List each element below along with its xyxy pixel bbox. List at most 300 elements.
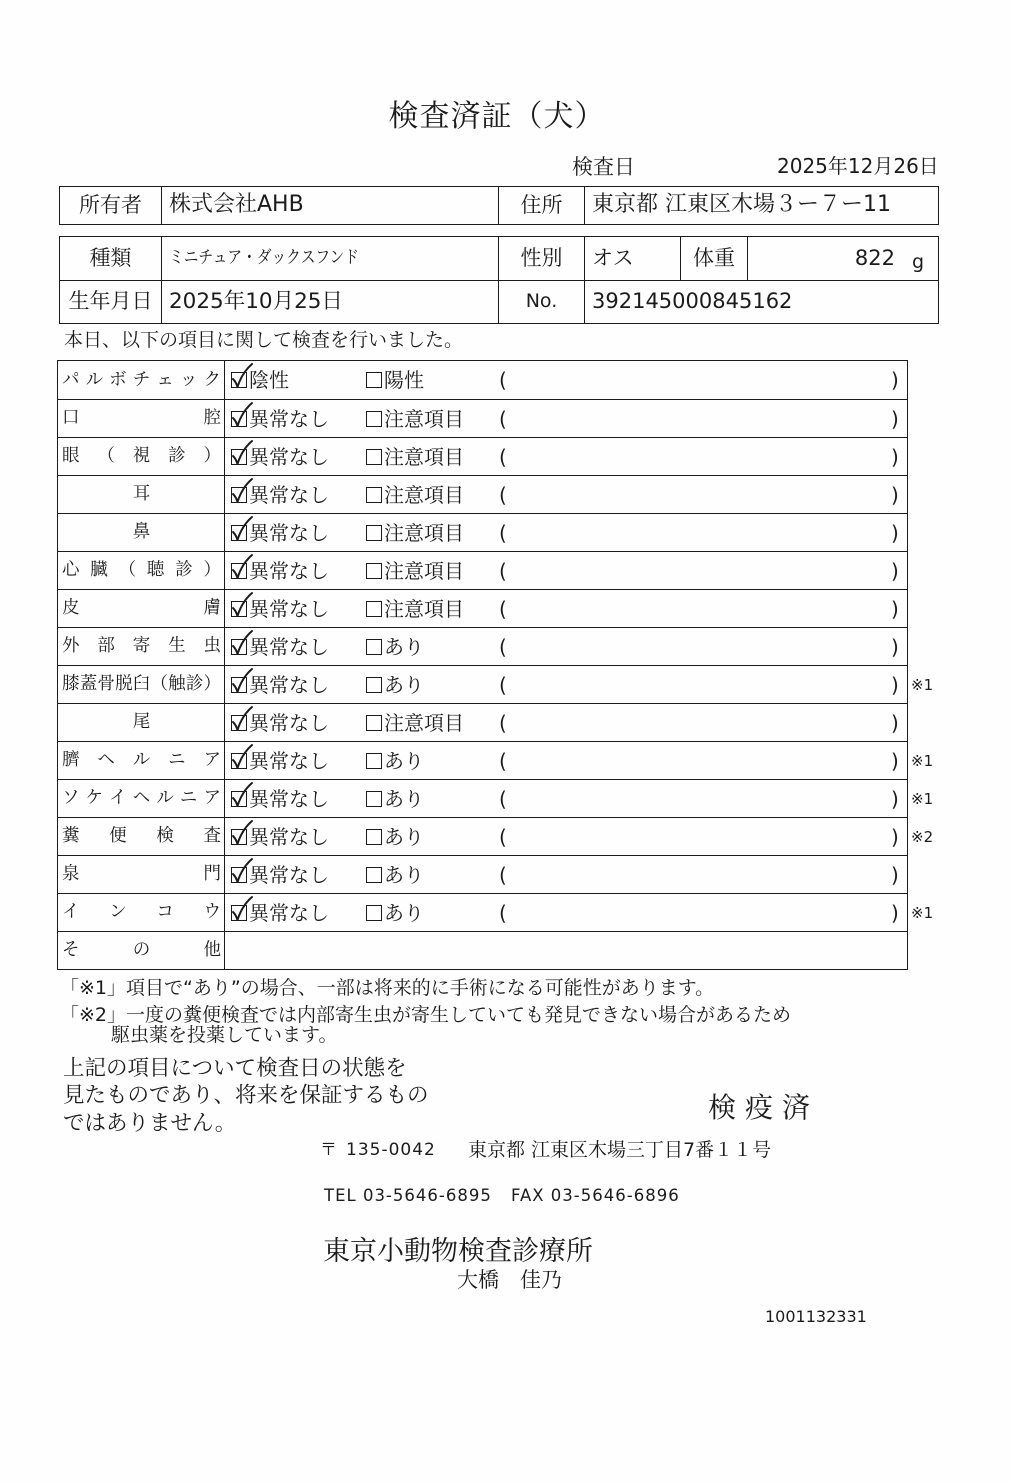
label-char: 耳 (132, 484, 151, 504)
disclaimer-line: 見たものであり、将来を保証するもの (63, 1083, 429, 1108)
check-mark-icon (230, 553, 254, 579)
item-result-cell (225, 856, 907, 893)
weight-cell (747, 237, 938, 280)
empty-box-icon (366, 867, 382, 883)
label-char: ヘ (132, 788, 151, 808)
item-label-cell (58, 666, 225, 703)
option-normal-label: 異常なし (249, 634, 329, 659)
label-char: 尾 (132, 712, 151, 732)
item-label (62, 408, 221, 429)
inspection-row (58, 513, 907, 551)
item-label-cell (58, 704, 225, 741)
label-char: 臓 (90, 560, 108, 580)
option-normal (231, 438, 329, 475)
label-char: 糞 (62, 826, 80, 846)
empty-box-icon (366, 715, 382, 731)
label-char: イ (109, 788, 127, 808)
label-char: （ (150, 674, 168, 694)
checked-box-icon (231, 829, 247, 845)
remark-close-paren: ) (891, 406, 899, 431)
label-char: 門 (203, 864, 221, 884)
remark-open-paren: ( (499, 786, 507, 811)
item-label (62, 750, 221, 771)
empty-box-icon (366, 905, 382, 921)
remark-open-paren: ( (499, 900, 507, 925)
option-normal (231, 552, 329, 589)
option-normal-label: 異常なし (249, 672, 329, 697)
item-label-cell (58, 514, 225, 551)
remark-close-paren: ) (891, 368, 899, 392)
exam-date-value: 2025年12月26日 (777, 154, 939, 178)
item-result-cell (225, 742, 907, 779)
weight-value: 822 (854, 245, 895, 270)
item-label (62, 522, 221, 543)
option-abnormal (366, 666, 424, 703)
item-label (62, 560, 221, 581)
item-result-cell (225, 552, 907, 589)
label-char: 触 (168, 674, 186, 694)
clinic-tel: TEL 03-5646-6895 (324, 1186, 492, 1205)
inspection-row (58, 437, 907, 475)
check-mark-icon (230, 667, 254, 693)
option-abnormal (366, 438, 464, 475)
item-label (62, 940, 221, 961)
sex-value: オス (584, 237, 680, 280)
label-char: ル (85, 369, 104, 390)
option-normal-label: 異常なし (249, 824, 329, 849)
remark-close-paren: ) (891, 786, 899, 811)
label-char: 部 (97, 636, 115, 656)
item-result-cell (225, 818, 907, 855)
remark-open-paren: ( (499, 368, 507, 392)
inspection-row (58, 665, 934, 703)
label-char: の (132, 940, 151, 960)
label-char: 臍 (62, 750, 80, 770)
address-label: 住所 (498, 187, 584, 224)
option-abnormal-label: 注意項目 (384, 444, 464, 469)
disclaimer-line: 上記の項目について検査日の状態を (63, 1056, 407, 1081)
option-normal-label: 異常なし (249, 748, 329, 773)
item-result-cell (225, 590, 907, 627)
item-label (62, 902, 221, 923)
label-char: ） (203, 560, 221, 580)
item-label (62, 636, 221, 657)
inspection-row (58, 893, 934, 931)
option-abnormal-label: あり (384, 748, 424, 773)
option-normal-label: 異常なし (249, 710, 329, 735)
inspection-row (58, 627, 907, 665)
inspection-table (57, 360, 934, 970)
label-char: イ (62, 902, 80, 922)
label-char: 眼 (62, 446, 80, 466)
item-result-cell (225, 476, 907, 513)
owner-table (59, 186, 939, 225)
item-result-cell (225, 894, 907, 931)
label-char: ッ (179, 369, 198, 390)
item-label-cell (58, 894, 225, 931)
item-result-cell (225, 361, 907, 399)
option-abnormal (366, 742, 424, 779)
label-char: ル (132, 750, 151, 770)
label-char: ク (203, 369, 221, 390)
option-normal-label: 異常なし (249, 900, 329, 925)
option-abnormal (366, 361, 424, 399)
footnote-2-continued: 駆虫薬を投薬しています。 (111, 1024, 338, 1046)
option-abnormal (366, 476, 464, 513)
checked-box-icon (231, 715, 247, 731)
option-abnormal-label: 注意項目 (384, 406, 464, 431)
label-char: 視 (132, 446, 151, 466)
label-char: そ (62, 940, 80, 960)
clinic-name: 東京小動物検査診療所 (323, 1236, 593, 1267)
check-mark-icon (230, 743, 254, 769)
label-char: 心 (62, 560, 80, 580)
postal-mark-icon: 〒 (320, 1140, 338, 1160)
disclaimer-line: ではありません。 (63, 1111, 237, 1136)
item-label (62, 826, 221, 847)
item-label (62, 446, 221, 467)
label-char: ニ (168, 750, 186, 770)
pet-info-row-1 (60, 237, 938, 280)
inspection-row (58, 741, 934, 779)
option-normal (231, 894, 329, 931)
remark-close-paren: ) (891, 634, 899, 659)
remark-close-paren: ) (891, 672, 899, 697)
checked-box-icon (231, 791, 247, 807)
empty-box-icon (366, 487, 382, 503)
label-char: チ (132, 369, 151, 390)
option-normal-label: 異常なし (249, 444, 329, 469)
remark-open-paren: ( (499, 748, 507, 773)
label-char: 泉 (62, 864, 80, 884)
checked-box-icon (231, 487, 247, 503)
postal-code-value: 135-0042 (346, 1140, 436, 1160)
label-char: ウ (203, 902, 221, 922)
item-result-cell (225, 438, 907, 475)
item-label-cell (58, 361, 225, 399)
label-char: 診 (185, 674, 204, 694)
owner-name: 株式会社AHB (161, 187, 498, 224)
remark-open-paren: ( (499, 672, 507, 697)
option-abnormal-label: あり (384, 672, 424, 697)
remark-open-paren: ( (499, 558, 507, 583)
inspection-row (58, 855, 907, 893)
option-abnormal-label: あり (384, 824, 424, 849)
sex-label: 性別 (498, 237, 584, 280)
option-normal (231, 476, 329, 513)
label-char: 骨 (97, 674, 115, 694)
remark-open-paren: ( (499, 520, 507, 545)
check-mark-icon (230, 819, 254, 845)
empty-box-icon (366, 677, 382, 693)
footnote-mark: ※1 (911, 751, 934, 770)
item-label-cell (58, 438, 225, 475)
item-result-cell (225, 666, 907, 703)
option-normal (231, 514, 329, 551)
item-label-cell (58, 476, 225, 513)
inspection-row (58, 475, 907, 513)
remark-close-paren: ) (891, 444, 899, 469)
inspection-row (58, 361, 907, 399)
label-char: 他 (203, 940, 221, 960)
remark-open-paren: ( (499, 406, 507, 431)
option-normal (231, 742, 329, 779)
option-normal-label: 異常なし (249, 786, 329, 811)
option-abnormal-label: 陽性 (384, 368, 424, 392)
option-abnormal-label: 注意項目 (384, 596, 464, 621)
remark-open-paren: ( (499, 824, 507, 849)
option-abnormal (366, 704, 464, 741)
checked-box-icon (231, 867, 247, 883)
option-normal-label: 異常なし (249, 596, 329, 621)
checked-box-icon (231, 563, 247, 579)
option-abnormal-label: 注意項目 (384, 558, 464, 583)
check-mark-icon (230, 401, 254, 427)
item-result-cell (225, 514, 907, 551)
item-label-cell (58, 400, 225, 437)
empty-box-icon (366, 372, 382, 388)
empty-box-icon (366, 829, 382, 845)
check-mark-icon (230, 857, 254, 883)
option-abnormal (366, 590, 464, 627)
label-char: ニ (179, 788, 198, 808)
checked-box-icon (231, 372, 247, 388)
remark-open-paren: ( (499, 444, 507, 469)
option-abnormal-label: あり (384, 862, 424, 887)
microchip-number-value: 392145000845162 (584, 281, 938, 324)
option-abnormal (366, 856, 424, 893)
item-label (62, 712, 221, 733)
empty-box-icon (366, 753, 382, 769)
option-abnormal (366, 780, 424, 817)
option-normal (231, 704, 329, 741)
postal-code (320, 1140, 436, 1160)
label-char: （ (97, 446, 115, 466)
document-number: 1001132331 (765, 1307, 867, 1326)
checked-box-icon (231, 411, 247, 427)
inspection-row (58, 589, 907, 627)
item-result-cell (225, 780, 907, 817)
check-mark-icon (230, 629, 254, 655)
birth-date-value: 2025年10月25日 (161, 281, 498, 324)
label-char: ル (156, 788, 174, 808)
label-char: 生 (168, 636, 186, 656)
label-char: 腔 (203, 408, 221, 428)
item-label (62, 864, 221, 885)
item-label (62, 788, 221, 809)
footnote-mark: ※1 (911, 903, 934, 922)
option-normal-label: 陰性 (249, 368, 289, 392)
option-abnormal-label: あり (384, 900, 424, 925)
label-char: 臼 (132, 674, 151, 694)
label-char: （ (118, 560, 137, 580)
option-abnormal (366, 628, 424, 665)
label-char: 鼻 (132, 522, 151, 542)
label-char: パ (62, 369, 80, 390)
label-char: 蓋 (79, 674, 98, 694)
item-result-cell (225, 400, 907, 437)
check-mark-icon (230, 362, 254, 388)
checked-box-icon (231, 449, 247, 465)
remark-close-paren: ) (891, 558, 899, 583)
label-char: 便 (109, 826, 127, 846)
option-abnormal (366, 894, 424, 931)
empty-box-icon (366, 639, 382, 655)
option-normal-label: 異常なし (249, 862, 329, 887)
item-label (62, 484, 221, 505)
label-char: 聴 (146, 560, 165, 580)
label-char: ア (203, 750, 221, 770)
empty-box-icon (366, 525, 382, 541)
item-label (62, 674, 221, 695)
remark-open-paren: ( (499, 862, 507, 887)
remark-close-paren: ) (891, 482, 899, 507)
inspection-row (58, 931, 907, 969)
empty-box-icon (366, 601, 382, 617)
item-result-cell (225, 628, 907, 665)
option-normal-label: 異常なし (249, 406, 329, 431)
option-abnormal (366, 818, 424, 855)
quarantine-stamp: 検疫済 (708, 1091, 820, 1124)
inspection-row (58, 551, 907, 589)
check-mark-icon (230, 515, 254, 541)
item-label-cell (58, 628, 225, 665)
inspection-row (58, 703, 907, 741)
option-normal-label: 異常なし (249, 558, 329, 583)
inspection-row (58, 399, 907, 437)
remark-open-paren: ( (499, 596, 507, 621)
item-label-cell (58, 590, 225, 627)
empty-box-icon (366, 411, 382, 427)
clinic-fax: FAX 03-5646-6896 (511, 1186, 680, 1205)
breed-label: 種類 (89, 245, 132, 270)
check-mark-icon (230, 705, 254, 731)
intro-text: 本日、以下の項目に関して検査を行いました。 (64, 329, 464, 351)
empty-box-icon (366, 563, 382, 579)
check-mark-icon (230, 895, 254, 921)
option-normal (231, 361, 289, 399)
label-char: ケ (85, 788, 104, 808)
footnote-2: 「※2」一度の糞便検査では内部寄生虫が寄生していても発見できない場合があるため (60, 1004, 792, 1026)
breed-cell (161, 237, 498, 280)
label-char: 虫 (203, 636, 221, 656)
label-char: 寄 (132, 636, 151, 656)
remark-close-paren: ) (891, 710, 899, 735)
label-char: 診 (168, 446, 186, 466)
remark-close-paren: ) (891, 596, 899, 621)
microchip-number-label: No. (498, 281, 584, 324)
option-normal (231, 400, 329, 437)
option-normal (231, 666, 329, 703)
item-label-cell (58, 742, 225, 779)
owner-label: 所有者 (79, 192, 142, 217)
label-char: 口 (62, 408, 80, 428)
check-mark-icon (230, 781, 254, 807)
option-normal (231, 818, 329, 855)
checked-box-icon (231, 677, 247, 693)
label-char: ソ (62, 788, 80, 808)
inspection-row (58, 779, 934, 817)
checked-box-icon (231, 525, 247, 541)
weight-unit: g (911, 250, 924, 273)
remark-open-paren: ( (499, 710, 507, 735)
item-label (62, 370, 221, 391)
label-char: 検 (156, 826, 174, 846)
empty-box-icon (366, 791, 382, 807)
option-normal (231, 856, 329, 893)
option-normal (231, 780, 329, 817)
checked-box-icon (231, 753, 247, 769)
item-label-cell (58, 932, 225, 969)
remark-close-paren: ) (891, 824, 899, 849)
item-label-cell (58, 552, 225, 589)
item-result-cell (225, 704, 907, 741)
weight-label: 体重 (680, 237, 747, 280)
footnote-mark: ※2 (911, 827, 934, 846)
option-abnormal-label: 注意項目 (384, 520, 464, 545)
empty-box-icon (366, 449, 382, 465)
option-abnormal-label: 注意項目 (384, 482, 464, 507)
label-char: ア (203, 788, 221, 808)
pet-info-table (59, 236, 939, 324)
check-mark-icon (230, 477, 254, 503)
label-char: 皮 (62, 598, 80, 618)
birth-date-label: 生年月日 (68, 289, 153, 314)
option-abnormal-label: 注意項目 (384, 710, 464, 735)
label-char: ） (203, 446, 221, 466)
option-abnormal (366, 400, 464, 437)
inspection-row (58, 817, 934, 855)
label-char: ン (109, 902, 127, 922)
owner-address: 東京都 江東区木場３ー７ー11 (584, 187, 938, 224)
item-label-cell (58, 856, 225, 893)
label-char: 診 (175, 560, 193, 580)
footnote-mark: ※1 (911, 789, 934, 808)
option-abnormal-label: あり (384, 786, 424, 811)
label-char: 膚 (203, 598, 221, 618)
option-normal-label: 異常なし (249, 520, 329, 545)
option-normal-label: 異常なし (249, 482, 329, 507)
footnote-1: 「※1」項目で“あり”の場合、一部は将来的に手術になる可能性があります。 (60, 977, 715, 999)
label-char: ボ (109, 369, 127, 390)
footnote-mark: ※1 (911, 675, 934, 694)
breed-value: ミニチュア・ダックスフンド (169, 247, 359, 268)
item-label (62, 598, 221, 619)
remark-open-paren: ( (499, 482, 507, 507)
remark-close-paren: ) (891, 862, 899, 887)
check-mark-icon (230, 439, 254, 465)
label-char: 外 (62, 636, 80, 656)
item-result-cell (225, 932, 907, 969)
label-char: 脱 (115, 674, 133, 694)
remark-close-paren: ) (891, 900, 899, 925)
checked-box-icon (231, 905, 247, 921)
check-mark-icon (230, 591, 254, 617)
inspector-name: 大橋 佳乃 (457, 1268, 562, 1292)
option-abnormal (366, 514, 464, 551)
option-abnormal (366, 552, 464, 589)
checked-box-icon (231, 601, 247, 617)
remark-close-paren: ) (891, 520, 899, 545)
item-label-cell (58, 818, 225, 855)
item-label-cell (58, 780, 225, 817)
option-abnormal-label: あり (384, 634, 424, 659)
pet-info-row-2 (60, 280, 938, 324)
label-char: ） (203, 674, 221, 694)
label-char: 膝 (62, 674, 80, 694)
label-char: ヘ (97, 750, 115, 770)
label-char: コ (156, 902, 174, 922)
